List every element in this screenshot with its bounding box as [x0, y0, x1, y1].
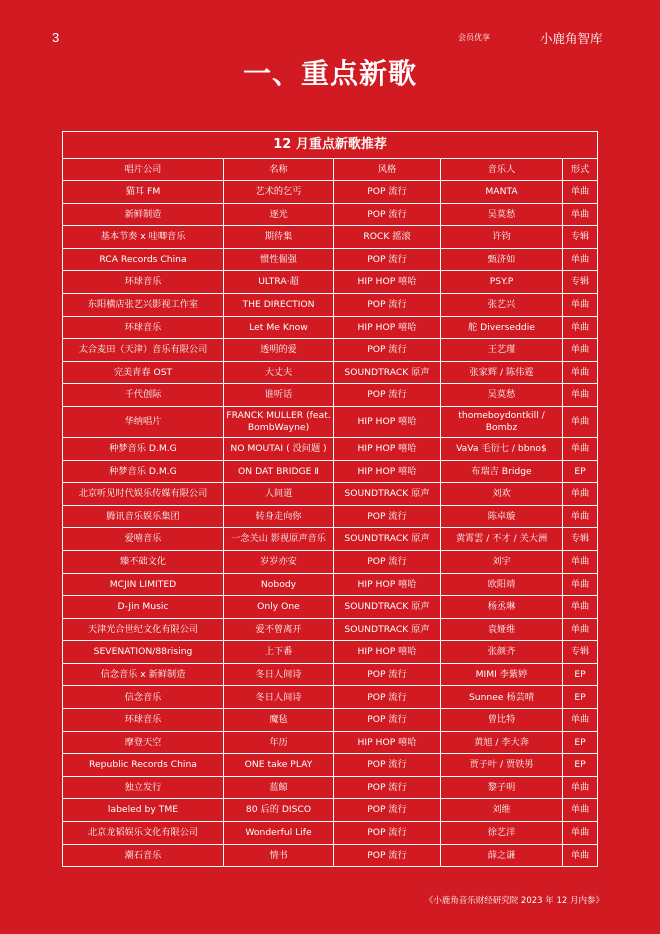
genre-cell: POP 流行	[334, 776, 441, 799]
table-row	[63, 528, 598, 551]
artist-cell: 刘宇	[441, 550, 563, 573]
label-cell: RCA Records China	[63, 248, 224, 271]
genre-cell: POP 流行	[334, 505, 441, 528]
artist-cell: MIMI 李紫婷	[441, 663, 563, 686]
label-cell: 信念音乐 x 新鲜制造	[63, 663, 224, 686]
format-cell: 单曲	[563, 550, 598, 573]
format-cell: 单曲	[563, 248, 598, 271]
title-cell: NO MOUTAI ( 没问题 )	[224, 437, 334, 460]
format-cell: 单曲	[563, 596, 598, 619]
artist-cell: PSY.P	[441, 271, 563, 294]
table-row	[63, 505, 598, 528]
format-cell: 单曲	[563, 406, 598, 437]
artist-cell: MANTA	[441, 181, 563, 204]
table-row	[63, 844, 598, 867]
genre-cell: HIP HOP 嘻哈	[334, 641, 441, 664]
format-cell: EP	[563, 686, 598, 709]
title-cell: THE DIRECTION	[224, 293, 334, 316]
label-cell: 华纳唱片	[63, 406, 224, 437]
label-cell: 环球音乐	[63, 709, 224, 732]
label-cell: 千代创际	[63, 384, 224, 407]
title-cell: 逐光	[224, 203, 334, 226]
format-cell: EP	[563, 754, 598, 777]
format-cell: 单曲	[563, 437, 598, 460]
table-header-row	[63, 159, 598, 181]
artist-cell: 欧阳靖	[441, 573, 563, 596]
genre-cell: POP 流行	[334, 799, 441, 822]
format-cell: 专辑	[563, 226, 598, 249]
format-cell: 单曲	[563, 573, 598, 596]
artist-cell: 曾比特	[441, 709, 563, 732]
genre-cell: POP 流行	[334, 822, 441, 845]
format-cell: 单曲	[563, 709, 598, 732]
song-table	[62, 131, 598, 867]
genre-cell: ROCK 摇滚	[334, 226, 441, 249]
format-cell: 单曲	[563, 181, 598, 204]
label-cell: 摩登天空	[63, 731, 224, 754]
song-table-container	[62, 131, 597, 867]
label-cell: D-Jin Music	[63, 596, 224, 619]
table-row	[63, 596, 598, 619]
label-cell: 腾讯音乐娱乐集团	[63, 505, 224, 528]
title-cell: 人间道	[224, 483, 334, 506]
table-row	[63, 460, 598, 483]
title-cell: ONE take PLAY	[224, 754, 334, 777]
artist-cell: 黄霄雲 / 不才 / 关大洲	[441, 528, 563, 551]
genre-cell: POP 流行	[334, 686, 441, 709]
table-row	[63, 686, 598, 709]
title-cell: 岁岁亦安	[224, 550, 334, 573]
title-cell: Wonderful Life	[224, 822, 334, 845]
genre-cell: HIP HOP 嘻哈	[334, 437, 441, 460]
format-cell: 单曲	[563, 618, 598, 641]
label-cell: 完美青春 OST	[63, 361, 224, 384]
artist-cell: 薛之谦	[441, 844, 563, 867]
genre-cell: POP 流行	[334, 181, 441, 204]
label-cell: 独立发行	[63, 776, 224, 799]
artist-cell: 许钧	[441, 226, 563, 249]
table-body	[63, 181, 598, 867]
label-cell: 太合麦田（天津）音乐有限公司	[63, 339, 224, 362]
title-cell: 上下番	[224, 641, 334, 664]
footer-source: 《小鹿角音乐财经研究院 2023 年 12 月内参》	[424, 896, 604, 906]
label-cell: 猫耳 FM	[63, 181, 224, 204]
format-cell: 专辑	[563, 641, 598, 664]
table-row	[63, 641, 598, 664]
genre-cell: SOUNDTRACK 原声	[334, 528, 441, 551]
title-cell: 魔毡	[224, 709, 334, 732]
label-cell: 天津光合世纪文化有限公司	[63, 618, 224, 641]
genre-cell: POP 流行	[334, 754, 441, 777]
format-cell: EP	[563, 663, 598, 686]
label-cell: 信念音乐	[63, 686, 224, 709]
title-cell: 谁听话	[224, 384, 334, 407]
column-header-artist: 音乐人	[441, 159, 563, 181]
genre-cell: SOUNDTRACK 原声	[334, 361, 441, 384]
title-cell: 冬日人间诗	[224, 686, 334, 709]
table-row	[63, 406, 598, 437]
title-cell: 透明的爱	[224, 339, 334, 362]
format-cell: 专辑	[563, 528, 598, 551]
artist-cell: 刘欢	[441, 483, 563, 506]
table-row	[63, 483, 598, 506]
table-row	[63, 618, 598, 641]
format-cell: 单曲	[563, 822, 598, 845]
format-cell: 单曲	[563, 483, 598, 506]
artist-cell: thomeboydontkill / Bombz	[441, 406, 563, 437]
artist-cell: 黎子明	[441, 776, 563, 799]
genre-cell: POP 流行	[334, 203, 441, 226]
title-cell: 情书	[224, 844, 334, 867]
format-cell: 单曲	[563, 316, 598, 339]
title-cell: ON DAT BRIDGE Ⅱ	[224, 460, 334, 483]
title-cell: Let Me Know	[224, 316, 334, 339]
artist-cell: 布瑞吉 Bridge	[441, 460, 563, 483]
table-row	[63, 709, 598, 732]
column-header-style: 风格	[334, 159, 441, 181]
label-cell: 东阳横店张艺兴影视工作室	[63, 293, 224, 316]
genre-cell: HIP HOP 嘻哈	[334, 573, 441, 596]
title-cell: ULTRA·超	[224, 271, 334, 294]
artist-cell: 甄济如	[441, 248, 563, 271]
title-cell: 转身走向你	[224, 505, 334, 528]
label-cell: 基本节奏 x 哇唧音乐	[63, 226, 224, 249]
genre-cell: SOUNDTRACK 原声	[334, 483, 441, 506]
artist-cell: 陈卓璇	[441, 505, 563, 528]
table-row	[63, 384, 598, 407]
genre-cell: POP 流行	[334, 384, 441, 407]
table-row	[63, 776, 598, 799]
format-cell: EP	[563, 731, 598, 754]
label-cell: 潮石音乐	[63, 844, 224, 867]
table-row	[63, 248, 598, 271]
column-header-name: 名称	[224, 159, 334, 181]
genre-cell: POP 流行	[334, 550, 441, 573]
table-row	[63, 203, 598, 226]
format-cell: 单曲	[563, 384, 598, 407]
artist-cell: 黄旭 / 李大奔	[441, 731, 563, 754]
table-row	[63, 550, 598, 573]
format-cell: 单曲	[563, 799, 598, 822]
artist-cell: 舵 Diverseddie	[441, 316, 563, 339]
title-cell: Nobody	[224, 573, 334, 596]
artist-cell: 王艺瑾	[441, 339, 563, 362]
format-cell: 单曲	[563, 505, 598, 528]
table-row	[63, 181, 598, 204]
title-cell: 80 后的 DISCO	[224, 799, 334, 822]
table-row	[63, 822, 598, 845]
label-cell: 北京听见时代娱乐传媒有限公司	[63, 483, 224, 506]
artist-cell: 张艺兴	[441, 293, 563, 316]
label-cell: 环球音乐	[63, 271, 224, 294]
genre-cell: POP 流行	[334, 339, 441, 362]
label-cell: 爱嘻音乐	[63, 528, 224, 551]
brand-name: 小鹿角智库	[540, 31, 603, 46]
artist-cell: 张家辉 / 陈伟霆	[441, 361, 563, 384]
page-number: 3	[52, 30, 60, 45]
table-row	[63, 293, 598, 316]
table-row	[63, 731, 598, 754]
title-cell: 惯性倔强	[224, 248, 334, 271]
genre-cell: HIP HOP 嘻哈	[334, 271, 441, 294]
artist-cell: 吴莫愁	[441, 384, 563, 407]
format-cell: 单曲	[563, 203, 598, 226]
table-row	[63, 226, 598, 249]
title-cell: 一念关山 影视原声音乐	[224, 528, 334, 551]
column-header-label: 唱片公司	[63, 159, 224, 181]
artist-cell: Sunnee 杨芸晴	[441, 686, 563, 709]
artist-cell: 刘维	[441, 799, 563, 822]
format-cell: 单曲	[563, 361, 598, 384]
table-row	[63, 663, 598, 686]
genre-cell: POP 流行	[334, 709, 441, 732]
title-cell: 期待集	[224, 226, 334, 249]
genre-cell: SOUNDTRACK 原声	[334, 618, 441, 641]
table-row	[63, 437, 598, 460]
table-row	[63, 361, 598, 384]
artist-cell: VaVa 毛衍七 / bbno$	[441, 437, 563, 460]
title-cell: Only One	[224, 596, 334, 619]
format-cell: 单曲	[563, 293, 598, 316]
title-cell: 大丈夫	[224, 361, 334, 384]
genre-cell: POP 流行	[334, 844, 441, 867]
artist-cell: 吴莫愁	[441, 203, 563, 226]
table-title: 12 月重点新歌推荐	[63, 132, 598, 159]
artist-cell: 袁娅维	[441, 618, 563, 641]
format-cell: 单曲	[563, 339, 598, 362]
section-title: 一、重点新歌	[242, 57, 417, 90]
member-label: 会员优享	[458, 33, 490, 42]
genre-cell: POP 流行	[334, 663, 441, 686]
artist-cell: 徐艺洋	[441, 822, 563, 845]
genre-cell: HIP HOP 嘻哈	[334, 316, 441, 339]
label-cell: 新鲜制造	[63, 203, 224, 226]
title-cell: 爱不曾离开	[224, 618, 334, 641]
genre-cell: HIP HOP 嘻哈	[334, 460, 441, 483]
genre-cell: POP 流行	[334, 248, 441, 271]
artist-cell: 杨丞琳	[441, 596, 563, 619]
label-cell: Republic Records China	[63, 754, 224, 777]
format-cell: 专辑	[563, 271, 598, 294]
artist-cell: 贾子叶 / 贾铁男	[441, 754, 563, 777]
genre-cell: SOUNDTRACK 原声	[334, 596, 441, 619]
label-cell: MCJIN LIMITED	[63, 573, 224, 596]
table-row	[63, 754, 598, 777]
table-row	[63, 271, 598, 294]
label-cell: SEVENATION/88rising	[63, 641, 224, 664]
label-cell: 臻不础文化	[63, 550, 224, 573]
title-cell: 年历	[224, 731, 334, 754]
label-cell: 环球音乐	[63, 316, 224, 339]
format-cell: 单曲	[563, 844, 598, 867]
label-cell: 种梦音乐 D.M.G	[63, 460, 224, 483]
title-cell: 蓝鲸	[224, 776, 334, 799]
label-cell: 种梦音乐 D.M.G	[63, 437, 224, 460]
genre-cell: HIP HOP 嘻哈	[334, 731, 441, 754]
column-header-format: 形式	[563, 159, 598, 181]
genre-cell: POP 流行	[334, 293, 441, 316]
format-cell: 单曲	[563, 776, 598, 799]
title-cell: FRANCK MULLER (feat. BombWayne)	[224, 406, 334, 437]
format-cell: EP	[563, 460, 598, 483]
title-cell: 冬日人间诗	[224, 663, 334, 686]
artist-cell: 张颜齐	[441, 641, 563, 664]
label-cell: 北京龙韬娱乐文化有限公司	[63, 822, 224, 845]
title-cell: 艺术的乞丐	[224, 181, 334, 204]
table-row	[63, 799, 598, 822]
table-row	[63, 573, 598, 596]
label-cell: labeled by TME	[63, 799, 224, 822]
genre-cell: HIP HOP 嘻哈	[334, 406, 441, 437]
table-row	[63, 339, 598, 362]
table-row	[63, 316, 598, 339]
